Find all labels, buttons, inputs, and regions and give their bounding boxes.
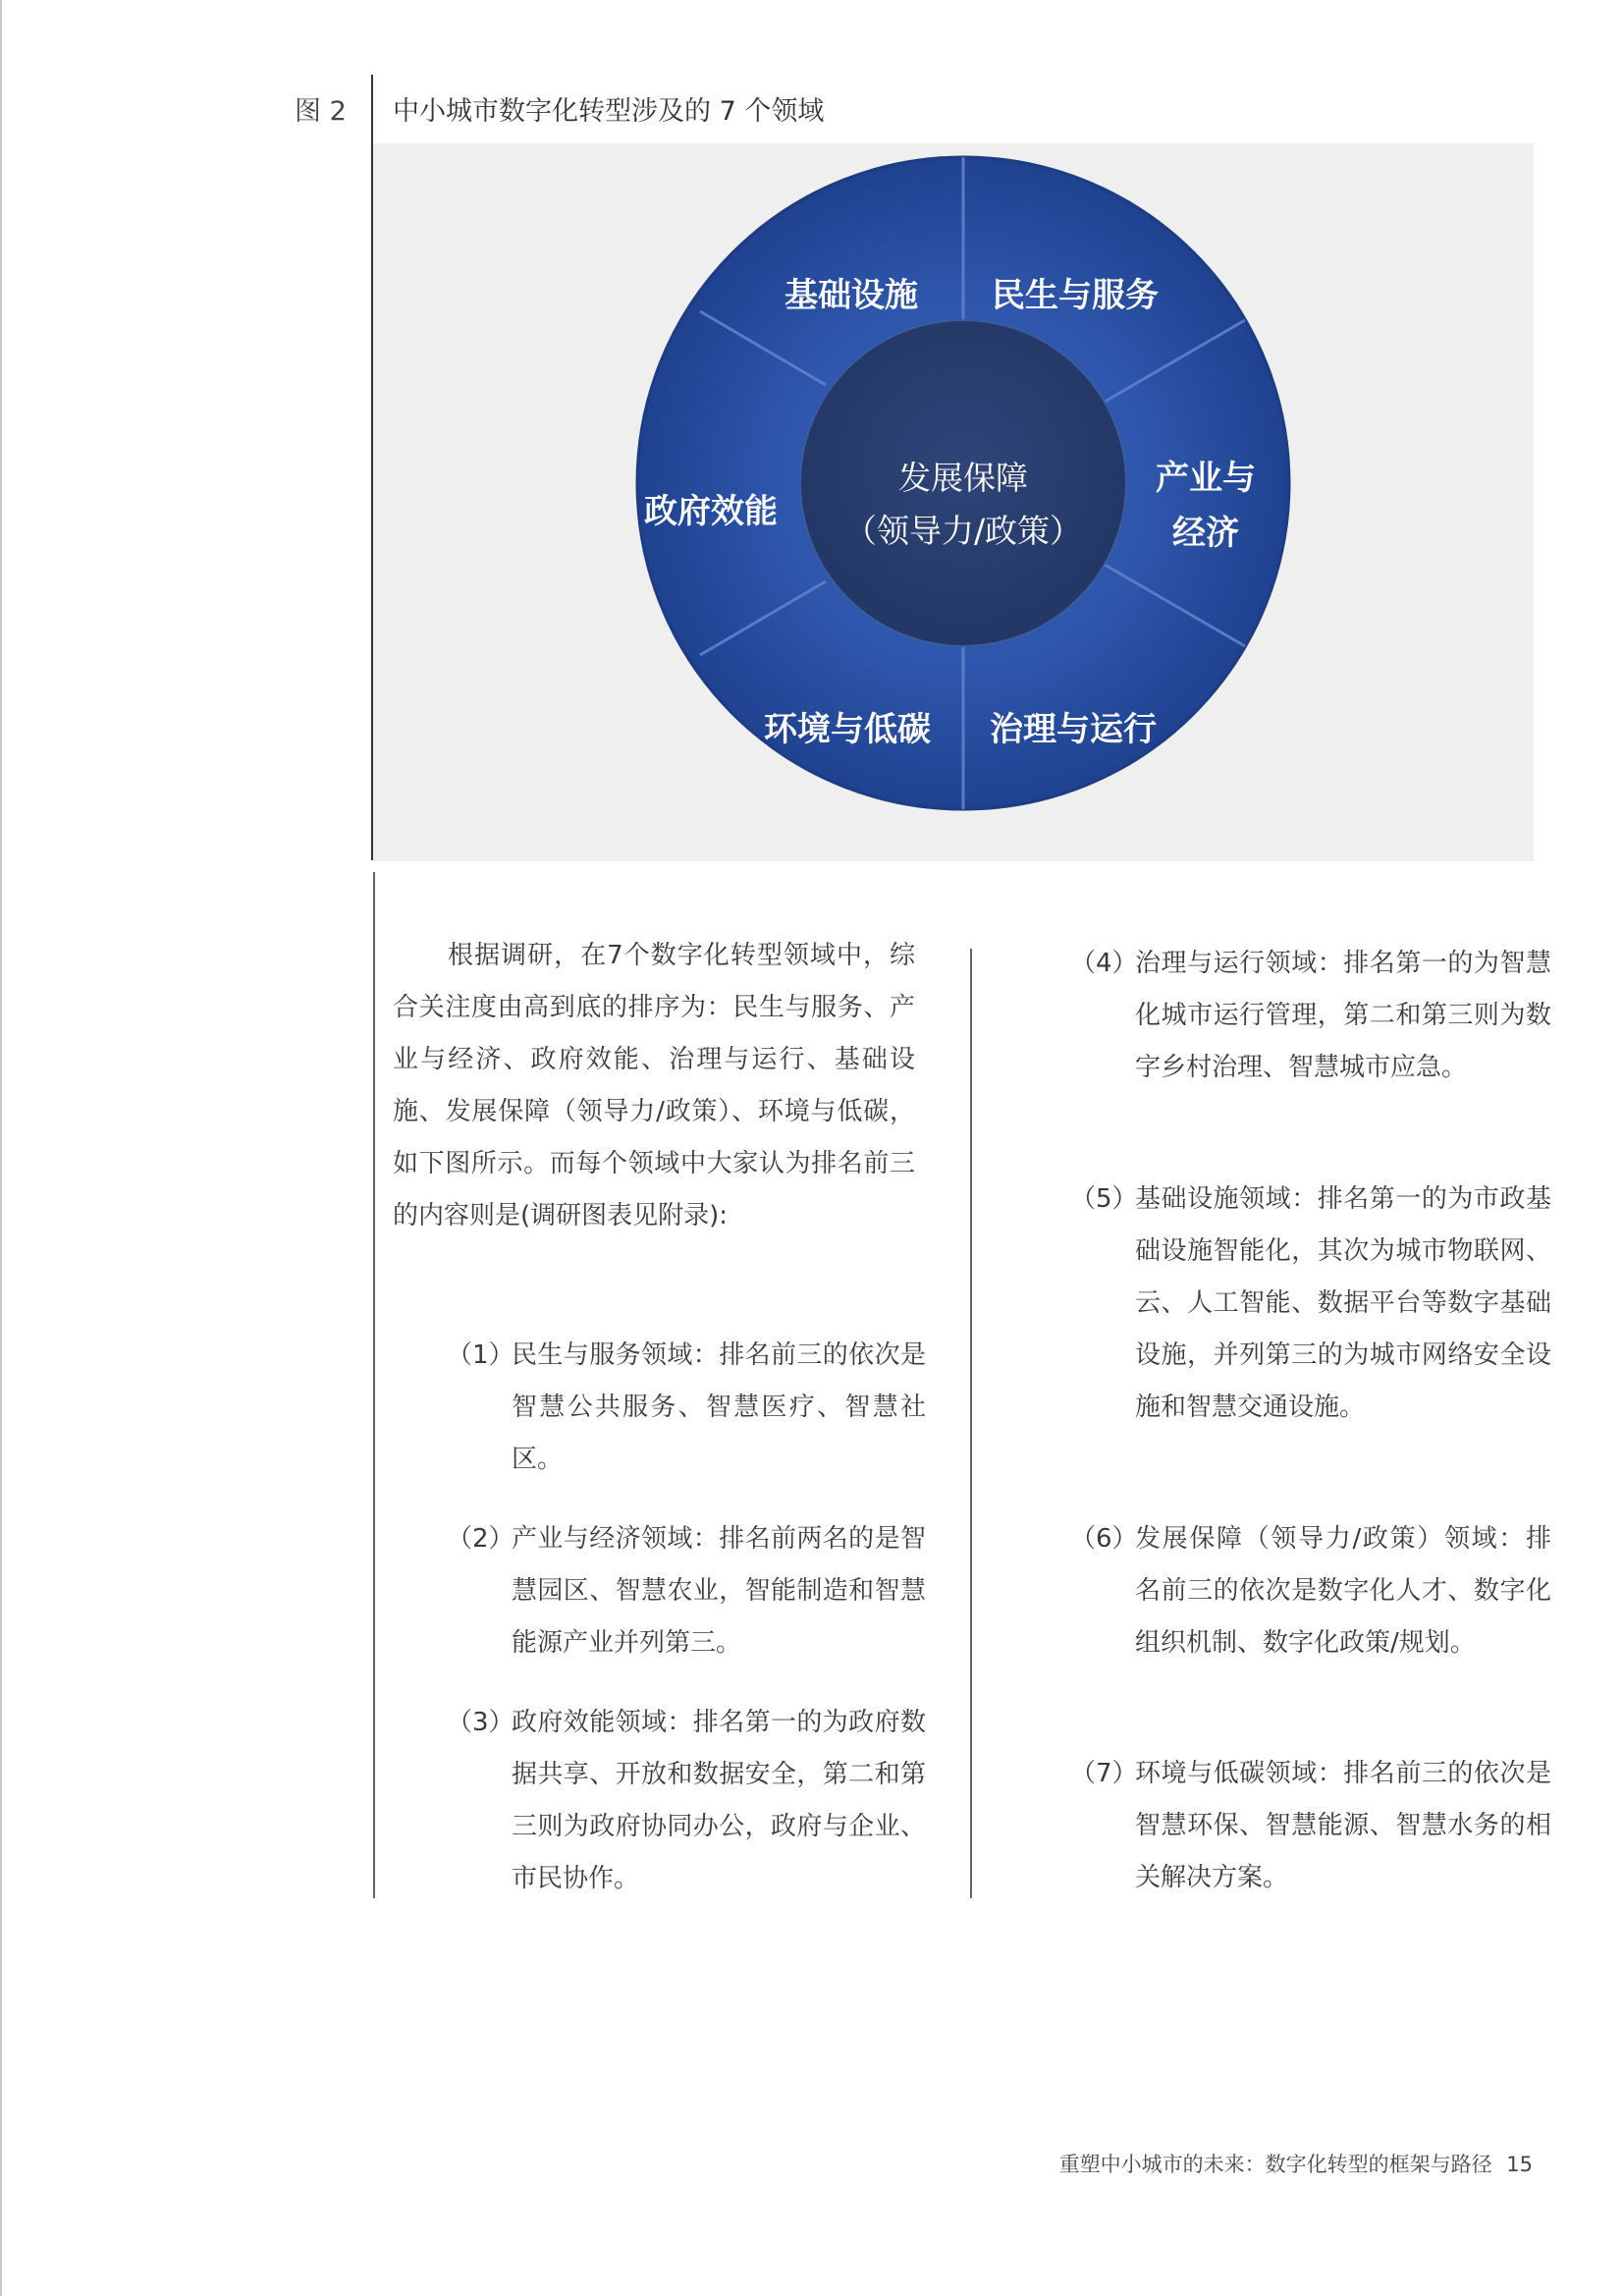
figure-title: 中小城市数字化转型涉及的 7 个领域 [393,96,825,127]
page-number: 15 [1506,2153,1533,2176]
list-item-number: （2） [447,1524,514,1554]
list-item-number: （3） [447,1708,514,1737]
list-item-number: （4） [1070,949,1138,978]
list-item [447,1330,926,1486]
list-item [447,1513,926,1669]
list-item-number: （7） [1070,1759,1138,1788]
list-item-text: 基础设施领域：排名第一的为市政基础设施智能化，其次为城市物联网、云、人工智能、数据平台等数字基础设施，并列第三的为城市网络安全设施和智慧交通设施。 [1135,1184,1551,1422]
list-item-number: （1） [447,1340,514,1370]
list-item [447,1697,926,1905]
segment-label-industry-economy-line2: 经济 [1172,514,1239,553]
center-label-line1: 发展保障 [898,459,1028,497]
list-item-number: （5） [1070,1184,1138,1214]
page-edge-line [0,0,2,2296]
list-item [1070,938,1551,1094]
segment-label-government-efficiency: 政府效能 [644,492,778,531]
segment-label-infrastructure: 基础设施 [784,276,918,315]
figure-label: 图 2 [295,96,347,127]
list-item-text: 产业与经济领域：排名前两名的是智慧园区、智慧农业，智能制造和智慧能源产业并列第三。 [512,1524,926,1658]
segment-label-industry-economy-line1: 产业与 [1156,459,1256,498]
list-item-text: 环境与低碳领域：排名前三的依次是智慧环保、智慧能源、智慧水务的相关解决方案。 [1135,1759,1551,1892]
list-item-number: （6） [1070,1524,1138,1554]
list-item [1070,1174,1551,1434]
page-footer [1059,2149,1533,2178]
list-item [1070,1748,1551,1904]
list-item [1070,1513,1551,1669]
segment-label-environment-lowcarbon: 环境与低碳 [764,710,931,749]
intro-paragraph: 根据调研，在7个数字化转型领域中，综合关注度由高到底的排序为：民生与服务、产业与经济、政府效能、治理与运行、基础设施、发展保障（领导力/政策）、环境与低碳，如下图所示。而每个领域中大家认为排名前三的内容则是(调研图表见附录): [393,941,915,1230]
list-item-text: 发展保障（领导力/政策）领域：排名前三的依次是数字化人才、数字化组织机制、数字化政策/规划。 [1135,1524,1551,1658]
domain-ring-diagram [373,143,1534,861]
segment-label-governance-operation: 治理与运行 [990,710,1157,749]
center-label-line2: （领导力/政策） [843,512,1083,550]
list-item-text: 治理与运行领域：排名第一的为智慧化城市运行管理，第二和第三则为数字乡村治理、智慧城市应急。 [1135,949,1551,1082]
list-item-text: 政府效能领域：排名第一的为政府数据共享、开放和数据安全，第二和第三则为政府协同办公，政府与企业、市民协作。 [512,1708,926,1893]
right-column-rule [970,949,972,1898]
list-item-text: 民生与服务领域：排名前三的依次是智慧公共服务、智慧医疗、智慧社区。 [512,1340,926,1474]
left-column-rule [373,872,375,1898]
segment-label-livelihood-services: 民生与服务 [992,276,1159,315]
footer-title: 重塑中小城市的未来：数字化转型的框架与路径 [1058,2153,1492,2176]
